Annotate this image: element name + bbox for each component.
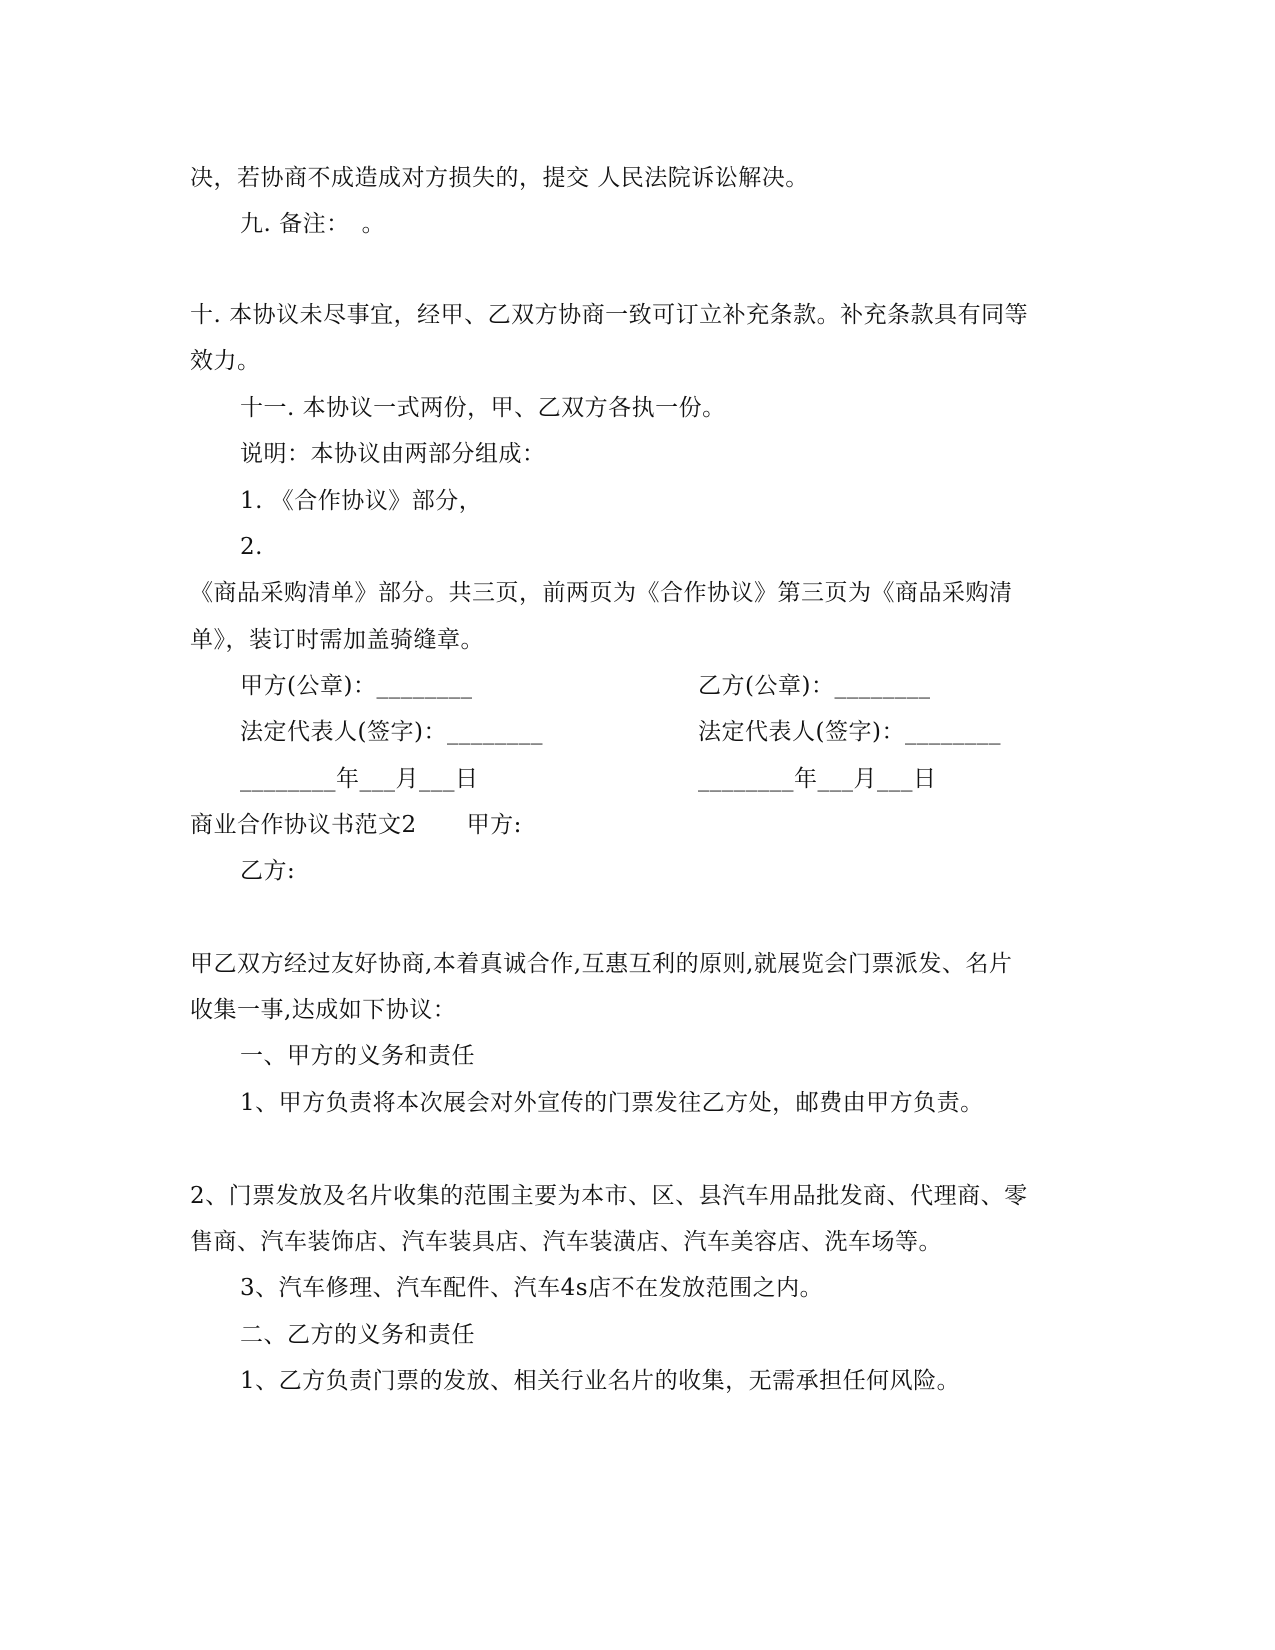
party-a-representative: 法定代表人(签字)：________: [240, 719, 543, 745]
party-a-seal: 甲方(公章)：________: [240, 673, 473, 699]
section-two-heading: 二、乙方的义务和责任: [240, 1322, 475, 1348]
second-agreement-title-row: [190, 810, 522, 840]
clause-ten-line2: 效力。: [190, 348, 261, 374]
intro-line1: 甲乙双方经过友好协商,本着真诚合作,互惠互利的原则,就展览会门票派发、名片: [190, 951, 1013, 977]
second-party-a: 甲方:: [466, 812, 522, 838]
explanation-line1: 《商品采购清单》部分。共三页，前两页为《合作协议》第三页为《商品采购清: [190, 580, 1013, 606]
explanation-line2: 单》，装订时需加盖骑缝章。: [190, 627, 484, 653]
section-one-heading: 一、甲方的义务和责任: [240, 1043, 475, 1069]
clause-ten-line1: 十. 本协议未尽事宜，经甲、乙双方协商一致可订立补充条款。补充条款具有同等: [190, 302, 1029, 328]
explanation-item-2: 2.: [240, 534, 263, 560]
clause-nine-remarks: 九. 备注： 。: [240, 211, 386, 237]
party-b-date: ________年___月___日: [698, 766, 937, 792]
section-one-item-2-line1: 2、门票发放及名片收集的范围主要为本市、区、县汽车用品批发商、代理商、零: [190, 1183, 1028, 1209]
clause-eleven: 十一. 本协议一式两份，甲、乙双方各执一份。: [240, 395, 726, 421]
explanation-heading: 说明：本协议由两部分组成：: [240, 441, 546, 467]
party-b-representative: 法定代表人(签字)：________: [698, 719, 1001, 745]
paragraph-line: 决，若协商不成造成对方损失的，提交 人民法院诉讼解决。: [190, 165, 809, 191]
party-a-date: ________年___月___日: [240, 766, 479, 792]
explanation-item-1: 1. 《合作协议》部分，: [240, 488, 483, 514]
section-one-item-2-line2: 售商、汽车装饰店、汽车装具店、汽车装潢店、汽车美容店、洗车场等。: [190, 1229, 942, 1255]
section-one-item-3: 3、汽车修理、汽车配件、汽车4s店不在发放范围之内。: [240, 1275, 824, 1301]
second-agreement-title: 商业合作协议书范文2: [190, 812, 417, 838]
party-b-seal: 乙方(公章)：________: [698, 673, 931, 699]
second-party-b: 乙方:: [240, 858, 296, 884]
section-two-item-1: 1、乙方负责门票的发放、相关行业名片的收集，无需承担任何风险。: [240, 1368, 961, 1394]
intro-line2: 收集一事,达成如下协议：: [190, 997, 457, 1023]
section-one-item-1: 1、甲方负责将本次展会对外宣传的门票发往乙方处，邮费由甲方负责。: [240, 1090, 984, 1116]
